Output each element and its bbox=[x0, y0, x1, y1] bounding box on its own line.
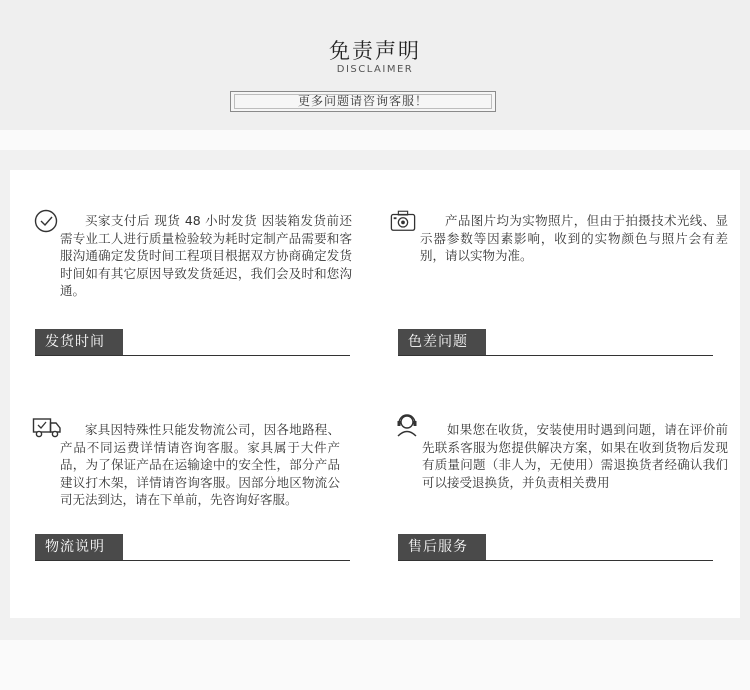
headset-icon bbox=[394, 412, 420, 438]
label-underline bbox=[398, 560, 713, 561]
section-label-logistics: 物流说明 bbox=[35, 534, 123, 560]
logistics-text: 家具因特殊性只能发物流公司，因各地路程、产品不同运费详情请咨询客服。家具属于大件产品，为了保证产品在运输途中的安全性，部分产品建议打木架，详情请咨询客服。因部分地区物流公司无法到达，请在下单前，先咨询好客服。 bbox=[60, 422, 340, 507]
label-underline bbox=[398, 355, 713, 356]
section-label-color: 色差问题 bbox=[398, 329, 486, 355]
color-difference-text: 产品图片均为实物照片，但由于拍摄技术光线、显示器参数等因素影响，收到的实物颜色与照片会有差别，请以实物为准。 bbox=[420, 213, 728, 263]
page-title: 免责声明 bbox=[329, 39, 421, 63]
section-label-shipping: 发货时间 bbox=[35, 329, 123, 355]
separator-bar bbox=[0, 130, 750, 150]
page-subtitle: DISCLAIMER bbox=[336, 64, 414, 75]
camera-icon bbox=[390, 208, 416, 234]
label-underline bbox=[35, 560, 350, 561]
header bbox=[0, 0, 750, 130]
clock-icon bbox=[33, 208, 59, 234]
shipping-time-text: 买家支付后 现货 48 小时发货 因装箱发货前还需专业工人进行质量检验较为耗时定制产品需要和客服沟通确定发货时间工程项目根据双方协商确定发货时间如有其它原因导致发货延迟，我们会及时和您沟通。 bbox=[60, 213, 352, 298]
contact-service-button[interactable]: 更多问题请咨询客服！ bbox=[230, 91, 496, 112]
bottom-bar bbox=[0, 640, 750, 690]
label-underline bbox=[35, 355, 350, 356]
after-sales-text: 如果您在收货，安装使用时遇到问题，请在评价前先联系客服为您提供解决方案，如果在收到货物后发现有质量问题（非人为，无使用）需退换货者经确认我们可以接受退换货，并负责相关费用 bbox=[422, 422, 728, 490]
truck-icon bbox=[32, 414, 62, 440]
section-label-after-sales: 售后服务 bbox=[398, 534, 486, 560]
